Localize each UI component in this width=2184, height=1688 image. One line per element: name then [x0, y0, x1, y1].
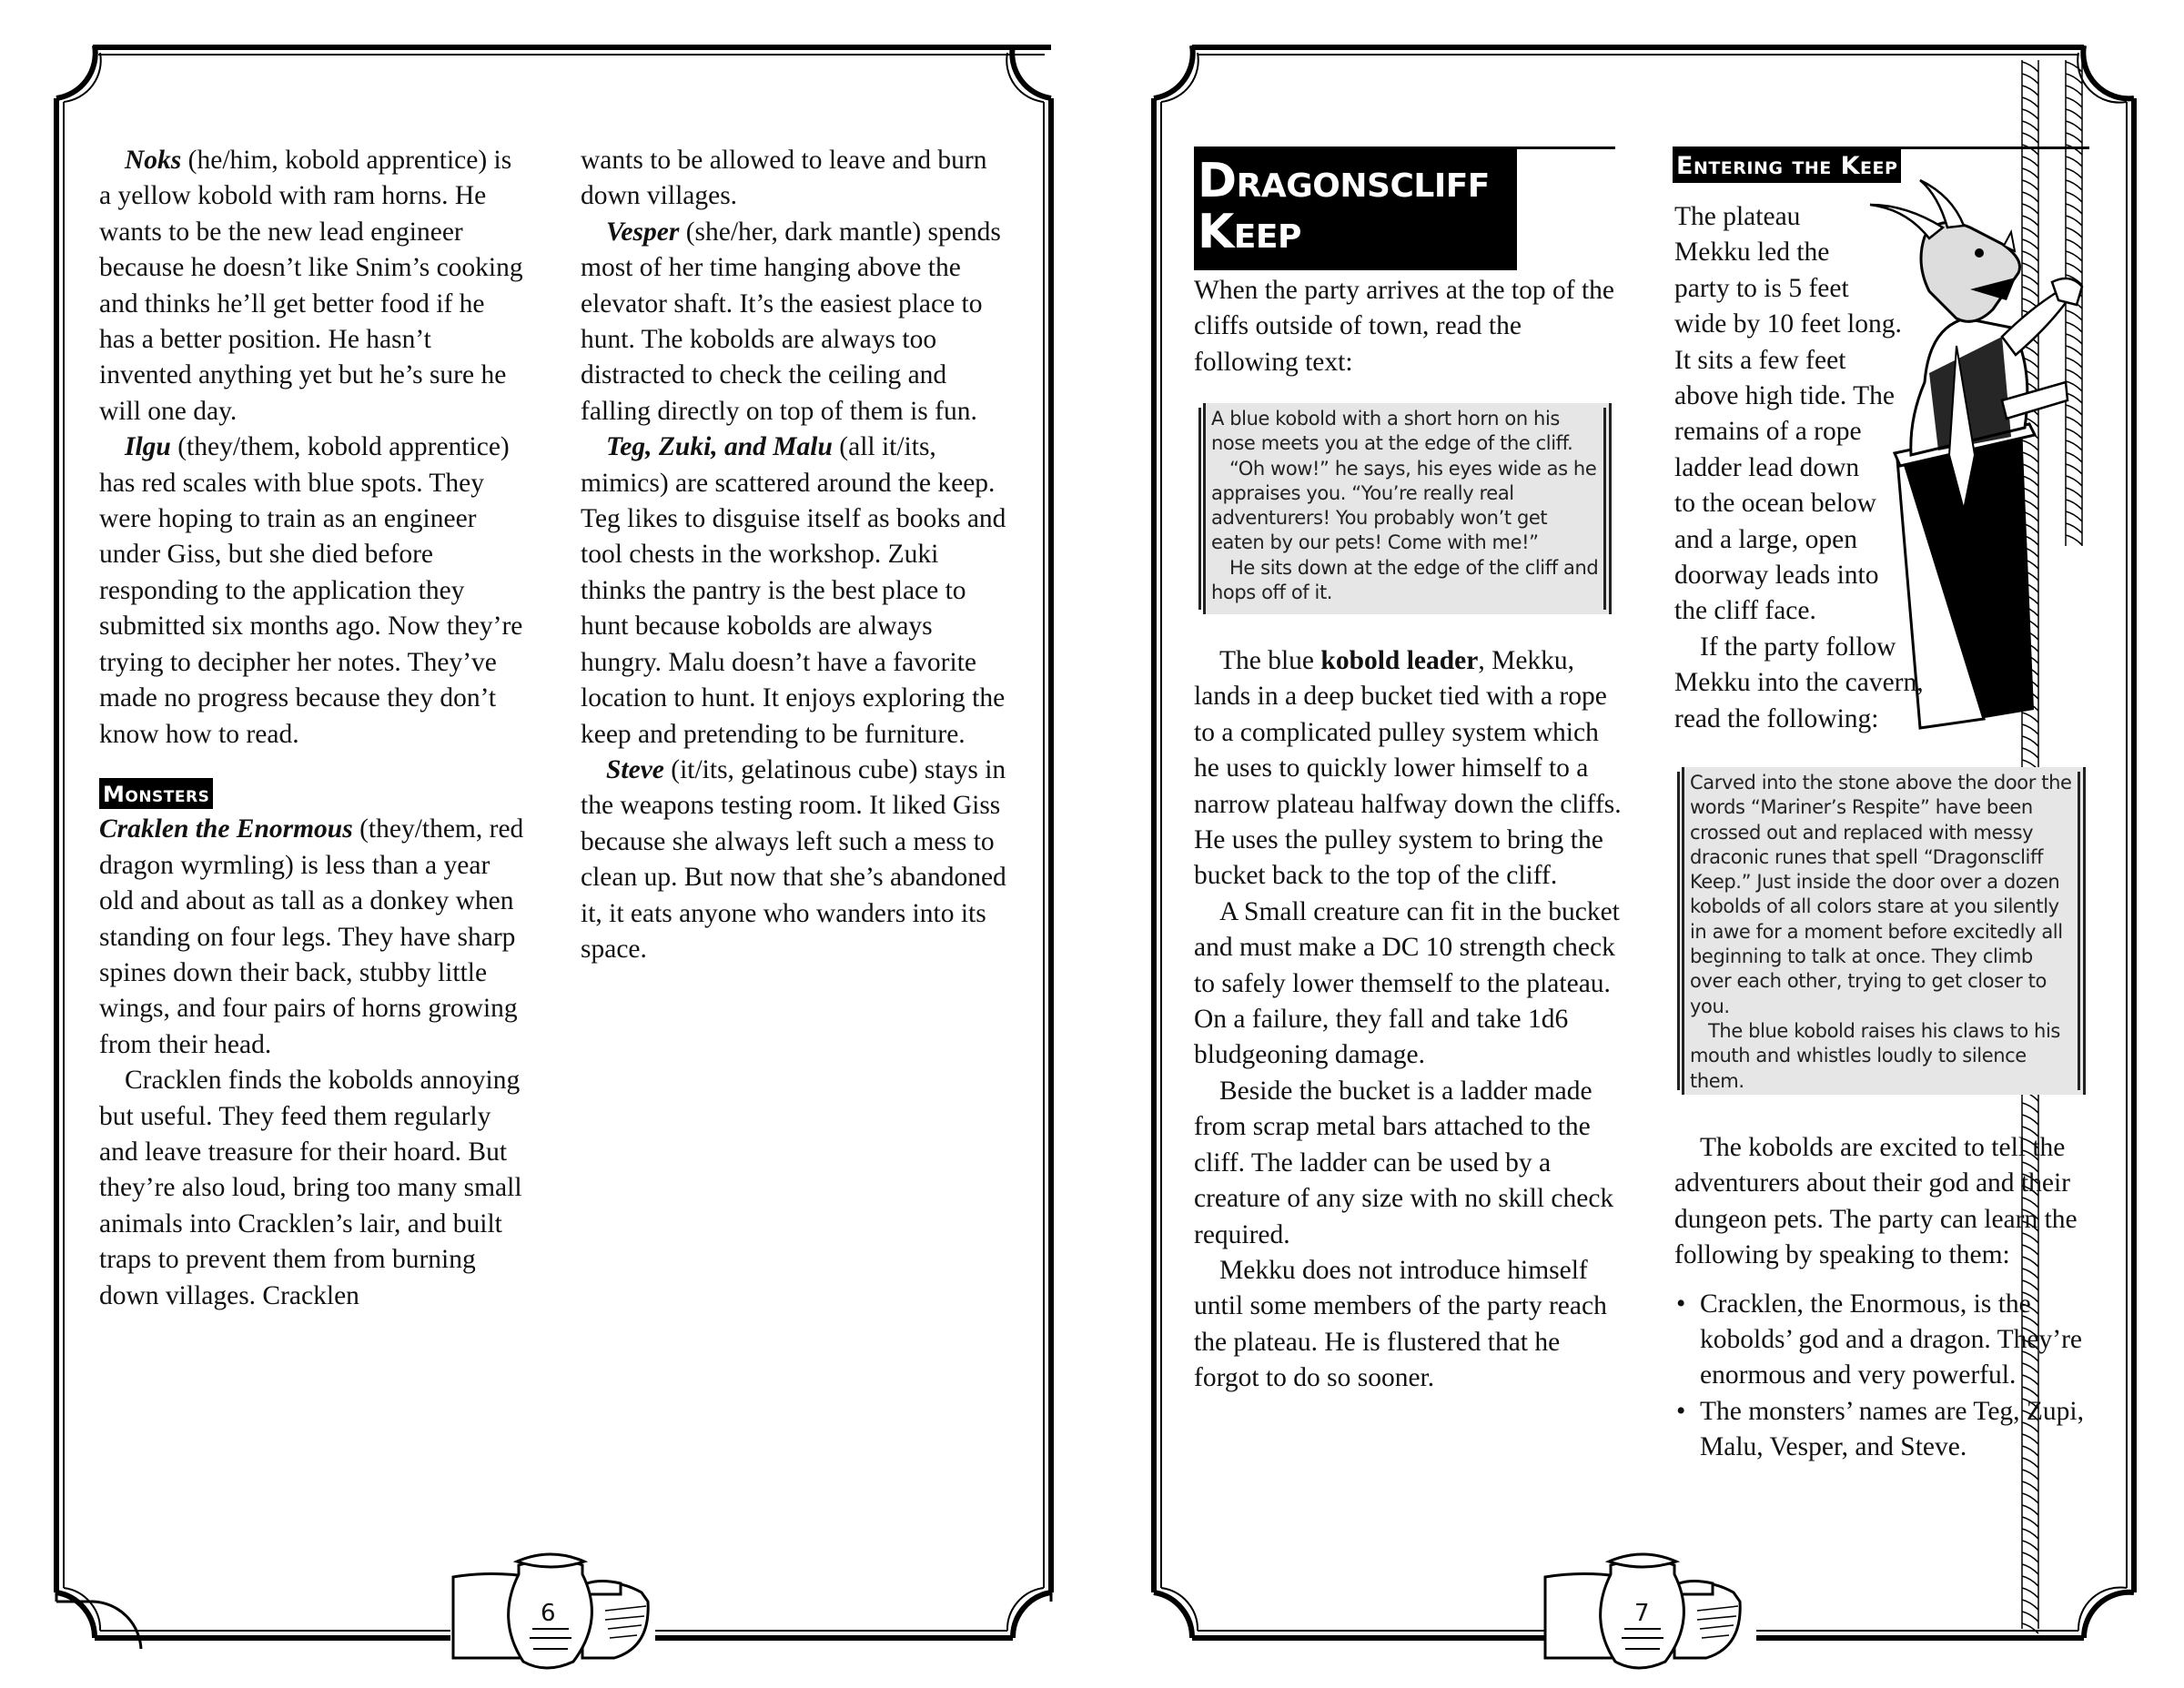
rope-twist	[2022, 1541, 2038, 1551]
rope-twist	[2022, 239, 2038, 249]
rope-twist	[2022, 227, 2038, 238]
text-line: remains of a rope	[1674, 417, 1862, 447]
rope-twist	[2022, 748, 2038, 758]
intro-paragraph: When the party arrives at the top of the cliffs outside of town, read the following text:	[1194, 276, 1614, 377]
read-aloud-paragraph: The blue kobold raises his claws to his mouth and whistles loudly to silence them.	[1690, 1019, 2060, 1092]
text-line: and a large, open	[1674, 524, 1857, 554]
rope-twist	[2022, 157, 2038, 167]
bullet-list	[1674, 1287, 2088, 1466]
rope-twist	[2022, 440, 2038, 450]
rope-twist	[2022, 1564, 2038, 1574]
text-run: The blue	[1219, 646, 1321, 675]
rope-twist	[2022, 1588, 2038, 1598]
right-page-column-1-intro	[1194, 273, 1622, 380]
npc-name: Ilgu	[125, 432, 171, 462]
read-aloud-box-1	[1203, 403, 1612, 614]
rope-twist	[2022, 97, 2038, 107]
left-page-column-2	[581, 143, 1008, 967]
monster-entry-mimics	[581, 430, 1008, 753]
monster-description: (they/them, red dragon wyrmling) is less than a year old and about as tall as a donkey when standing on four legs. They have sharp spines down their back, stubby little wings, and four pairs of horns growing from their head.	[99, 814, 524, 1059]
rope-twist	[2022, 713, 2038, 723]
rope-twist	[2066, 464, 2082, 474]
rope-twist	[2022, 452, 2038, 462]
read-aloud-box-1-outer-rule	[1603, 408, 1606, 610]
rope-twist	[2066, 216, 2082, 226]
text-line: to the ocean below	[1674, 489, 1876, 519]
text-line: It sits a few feet	[1674, 345, 1846, 375]
rope-twist	[2066, 62, 2082, 72]
rope-twist	[2022, 263, 2038, 273]
text-line: above high tide. The	[1674, 381, 1895, 411]
rope-twist	[2022, 192, 2038, 202]
body-paragraph: A Small creature can fit in the bucket and must make a DC 10 strength check to safely lower themself to the plateau. On a failure, they fall and take 1d6 bludgeoning damage.	[1194, 896, 1620, 1070]
rope-twist	[2022, 74, 2038, 84]
rope-twist	[2066, 523, 2082, 533]
text-line: wide by 10 feet long.	[1674, 309, 1902, 339]
text-line: Mekku led the	[1674, 238, 1830, 268]
rope-twist	[2022, 216, 2038, 226]
npc-description: (they/them, kobold apprentice) has red scales with blue spots. They were hoping to train as an engineer under Giss, but she died before responding to the application they submitted six months ago. Now they’re trying to decipher her notes. They’ve made no progress because they don’t know how to read.	[99, 432, 523, 749]
right-page-column-1-body	[1194, 643, 1626, 1397]
body-paragraph	[1194, 643, 1626, 895]
chapter-title-line-1: Dragonscliff	[1198, 154, 1490, 208]
rope-twist	[2022, 476, 2038, 486]
left-page-column-1	[99, 143, 527, 1314]
rope-twist	[2022, 1481, 2038, 1491]
rope-twist	[2066, 121, 2082, 131]
rope-twist	[2022, 275, 2038, 285]
rope-twist	[2022, 1529, 2038, 1539]
rope-twist	[2022, 1470, 2038, 1480]
section-heading-entering-the-keep: Entering the Keep	[1673, 148, 1901, 183]
text-line: party to is 5 feet	[1674, 273, 1849, 303]
read-aloud-paragraph: A blue kobold with a short horn on his nose meets you at the edge of the cliff.	[1211, 408, 1573, 455]
right-page-column-2-lower	[1674, 1130, 2088, 1466]
rope-twist	[2022, 1552, 2038, 1562]
rope-twist	[2022, 204, 2038, 214]
creature-reference: kobold leader	[1320, 646, 1479, 675]
monster-description: (it/its, gelatinous cube) stays in the weapons testing room. It liked Giss because she always left such a mess to clean up. But now that she’s abandoned it, it eats anyone who wanders into its space.	[581, 754, 1006, 964]
rope-twist	[2022, 1517, 2038, 1527]
rope-twist	[2066, 511, 2082, 521]
monster-entry-vesper	[581, 215, 1008, 430]
rope-twist	[2066, 381, 2082, 391]
rope-twist	[2022, 251, 2038, 261]
rope-twist	[2022, 168, 2038, 178]
rope-twist	[2066, 251, 2082, 261]
rope-twist	[2022, 133, 2038, 143]
rope-twist	[2022, 1103, 2038, 1113]
rope-twist	[2066, 227, 2082, 238]
read-aloud-paragraph: Carved into the stone above the door the words “Mariner’s Respite” have been crossed out and replaced with messy draconic runes that spell “Dragonscliff Keep.” Just inside the door over a dozen kobolds of all colors stare at you silently in awe for a moment before excitedly all beginning to talk at once. They climb over each other, trying to get closer to you.	[1690, 772, 2072, 1017]
monster-name: Teg, Zuki, and Malu	[606, 432, 833, 462]
rope-twist	[2066, 239, 2082, 249]
body-paragraph-continued: wants to be allowed to leave and burn down villages.	[581, 146, 987, 211]
body-paragraph: Mekku does not introduce himself until some members of the party reach the plateau. He is flustered that he forgot to do so sooner.	[1194, 1255, 1607, 1393]
rope-twist	[2066, 168, 2082, 178]
rope-twist	[2066, 440, 2082, 450]
body-paragraph: Beside the bucket is a ladder made from scrap metal bars attached to the cliff. The ladder can be used by a creature of any size with no skill check required.	[1194, 1076, 1614, 1249]
body-paragraph: Cracklen finds the kobolds annoying but useful. They feed them regularly and leave treasure for their hoard. But they’re also loud, bring too many small animals into Cracklen’s lair, and built traps to prevent them from burning down villages. Cracklen	[99, 1066, 522, 1310]
monster-name: Craklen the Enormous	[99, 814, 353, 844]
rope-twist	[2022, 86, 2038, 96]
rope-twist	[2066, 429, 2082, 439]
rope-twist	[2066, 476, 2082, 486]
monster-entry-steve	[581, 753, 1008, 967]
read-aloud-box-1-outer-rule	[1198, 408, 1201, 610]
rope-twist	[2066, 109, 2082, 119]
rope-twist	[2066, 369, 2082, 379]
rope-twist	[2066, 535, 2082, 545]
rope-twist	[2022, 287, 2038, 297]
right-page-column-2-upper	[1674, 199, 1984, 737]
rope-twist	[2066, 417, 2082, 427]
monster-description: (she/her, dark mantle) spends most of her time hanging above the elevator shaft. It’s the easiest place to hunt. The kobolds are always too distracted to check the ceiling and falling directly on top of them is fun.	[581, 217, 1001, 426]
rope-twist	[2022, 1115, 2038, 1125]
chapter-title	[1194, 148, 1517, 270]
follow-instruction	[1674, 630, 1984, 737]
monster-name: Vesper	[606, 217, 680, 247]
text-line: doorway leads into	[1674, 561, 1879, 591]
rope-twist	[2066, 358, 2082, 368]
rope-twist	[2022, 1623, 2038, 1633]
rope-twist	[2066, 204, 2082, 214]
rope-twist	[2022, 1493, 2038, 1503]
rope-twist	[2066, 192, 2082, 202]
read-aloud-paragraph: “Oh wow!” he says, his eyes wide as he appraises you. “You’re really real adventurers! You probably won’t get eaten by our pets! Come with me!”	[1211, 457, 1597, 554]
rope-twist	[2066, 346, 2082, 356]
rope-twist	[2066, 86, 2082, 96]
chapter-title-line-2: Keep	[1198, 205, 1301, 259]
plateau-description	[1674, 199, 1984, 630]
rope-twist	[2022, 1600, 2038, 1610]
monster-description: (all it/its, mimics) are scattered around the keep. Teg likes to disguise itself as books and tool chests in the workshop. Zuki thinks the pantry is the best place to hunt because kobolds are always hungry. Malu doesn’t have a favorite location to hunt. It enjoys exploring the keep and pretending to be furniture.	[581, 432, 1006, 749]
rope-twist	[2022, 724, 2038, 734]
page-number-left: 6	[541, 1600, 556, 1627]
rope-twist	[2066, 133, 2082, 143]
rope-twist	[2066, 488, 2082, 498]
rope-twist	[2066, 157, 2082, 167]
rope-twist	[2066, 500, 2082, 510]
npc-entry-ilgu	[99, 430, 527, 753]
rope-twist	[2066, 322, 2082, 332]
npc-description: (he/him, kobold apprentice) is a yellow kobold with ram horns. He wants to be the new lead engineer because he doesn’t like Snim’s cooking and thinks he’ll get better food if he has a better position. He hasn’t invented anything yet but he’s sure he will one day.	[99, 146, 523, 426]
npc-name: Noks	[125, 146, 182, 175]
rope-twist	[2022, 121, 2038, 131]
monster-entry-craklen	[99, 812, 527, 1063]
page-number-right: 7	[1634, 1600, 1650, 1627]
section-heading-monsters: Monsters	[99, 778, 213, 809]
bullet-item: • The monsters’ names are Teg, Zupi, Malu, Vesper, and Steve.	[1674, 1394, 2088, 1466]
monster-name: Steve	[606, 754, 664, 784]
rope-twist	[2022, 109, 2038, 119]
read-aloud-box-2	[1682, 767, 2086, 1095]
rope-twist	[2022, 1612, 2038, 1622]
rope-twist	[2066, 180, 2082, 190]
text-line: ladder lead down	[1674, 452, 1860, 482]
rope-twist	[2022, 62, 2038, 72]
rope-twist	[2022, 736, 2038, 746]
rope-twist	[2022, 1576, 2038, 1586]
text-line: The plateau	[1674, 202, 1801, 231]
npc-entry-noks	[99, 143, 527, 430]
bullet-item: • Cracklen, the Enormous, is the kobolds’ god and a dragon. They’re enormous and very powerful.	[1674, 1287, 2088, 1394]
rope-twist	[2022, 464, 2038, 474]
rope-twist	[2066, 310, 2082, 320]
rope-twist	[2066, 452, 2082, 462]
text-run: , Mekku, lands in a deep bucket tied with a rope to a complicated pulley system which he uses to quickly lower himself to a narrow plateau halfway down the cliffs. He uses the pulley system to bring the bucket back to the top of the cliff.	[1194, 646, 1622, 891]
text-line: the cliff face.	[1674, 596, 1816, 626]
text-line: read the following:	[1674, 703, 1879, 733]
read-aloud-box-2-outer-rule	[2078, 772, 2080, 1090]
rope-twist	[2066, 263, 2082, 273]
rope-twist	[2066, 334, 2082, 344]
read-aloud-box-2-outer-rule	[1677, 772, 1680, 1090]
read-aloud-paragraph: He sits down at the edge of the cliff and hops off of it.	[1211, 556, 1599, 604]
rope-twist	[2066, 405, 2082, 415]
body-paragraph: The kobolds are excited to tell the adventurers about their god and their dungeon pets. The party can learn the following by speaking to them:	[1674, 1133, 2078, 1270]
text-line: Mekku into the cavern,	[1674, 668, 1924, 698]
text-line: If the party follow	[1700, 632, 1896, 662]
rope-twist	[2022, 1505, 2038, 1515]
rope-twist	[2066, 97, 2082, 107]
rope-twist	[2022, 180, 2038, 190]
